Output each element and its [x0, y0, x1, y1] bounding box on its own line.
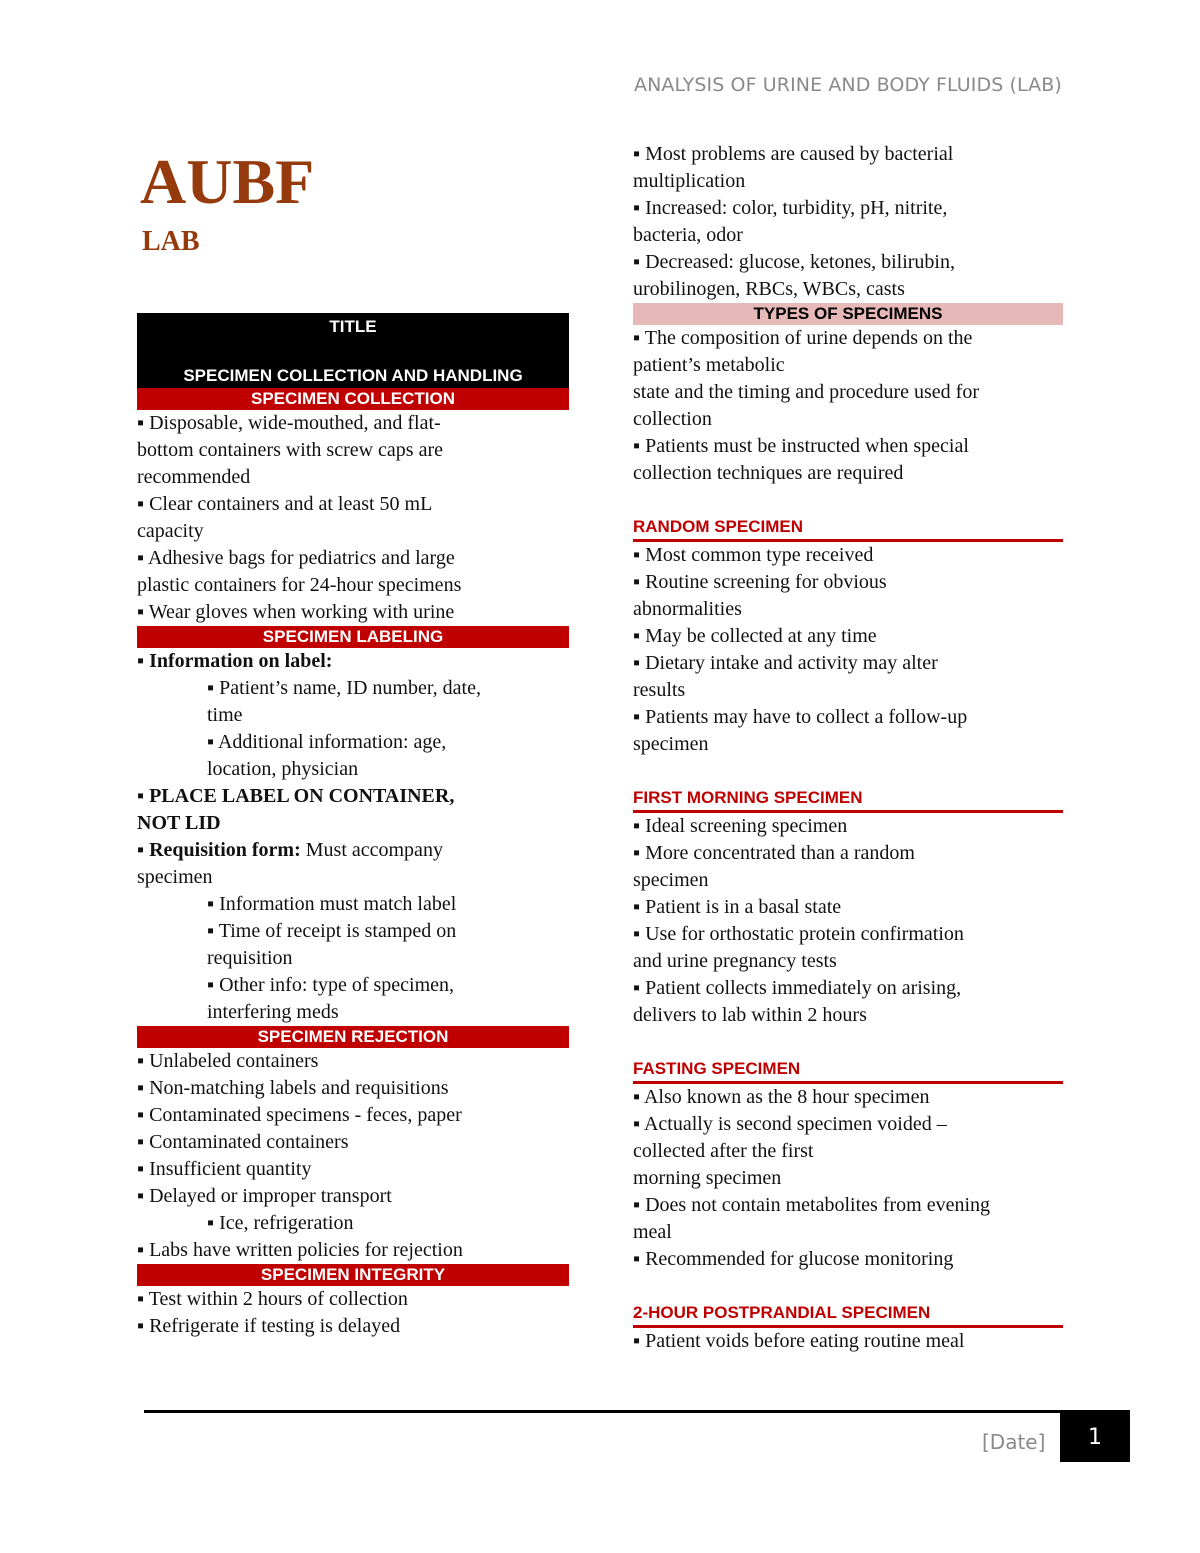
list-item: ▪ Labs have written policies for rejection	[137, 1239, 463, 1261]
specimen-labeling-list	[137, 648, 569, 1026]
place-label-line-2: NOT LID	[137, 812, 221, 834]
list-item	[137, 783, 569, 810]
list-item: ▪ Most common type received	[633, 544, 874, 566]
random-specimen-list	[633, 542, 1063, 758]
document-title: AUBF	[140, 146, 315, 217]
list-item	[137, 810, 569, 837]
list-item: ▪ Most problems are caused by bacterial	[633, 143, 954, 165]
list-item: ▪ Contaminated containers	[137, 1131, 349, 1153]
postprandial-specimen-list	[633, 1328, 1063, 1355]
list-item: multiplication	[633, 170, 746, 192]
specimen-collection-list	[137, 410, 569, 626]
list-item: ▪ Test within 2 hours of collection	[137, 1288, 408, 1310]
footer-rule	[144, 1410, 1130, 1413]
list-item: collection	[633, 408, 712, 430]
specimen-rejection-list	[137, 1048, 569, 1264]
list-item	[137, 837, 569, 864]
list-item: capacity	[137, 520, 204, 542]
list-item: delivers to lab within 2 hours	[633, 1004, 867, 1026]
list-item: ▪ Patient collects immediately on arising,	[633, 977, 962, 999]
list-item: ▪ Actually is second specimen voided –	[633, 1113, 947, 1135]
list-item: morning specimen	[633, 1167, 782, 1189]
list-item: ▪ Adhesive bags for pediatrics and large	[137, 547, 455, 569]
list-item: recommended	[137, 466, 251, 488]
list-item: ▪ Ice, refrigeration	[207, 1212, 354, 1234]
list-item: ▪ Other info: type of specimen,	[207, 974, 455, 996]
list-item: state and the timing and procedure used for	[633, 381, 979, 403]
document-subtitle: LAB	[142, 226, 200, 257]
list-item: requisition	[207, 947, 293, 969]
list-item: ▪ Information must match label	[207, 893, 457, 915]
section-heading-specimen-labeling: SPECIMEN LABELING	[137, 626, 569, 648]
subheading-fasting-specimen: FASTING SPECIMEN	[633, 1057, 1063, 1084]
section-heading-specimen-rejection: SPECIMEN REJECTION	[137, 1026, 569, 1048]
list-item: location, physician	[207, 758, 359, 780]
title-block	[137, 313, 569, 388]
list-item: specimen	[633, 869, 709, 891]
list-item: specimen	[633, 733, 709, 755]
fasting-specimen-list	[633, 1084, 1063, 1273]
list-item: bacteria, odor	[633, 224, 743, 246]
list-item: ▪ Does not contain metabolites from evening	[633, 1194, 991, 1216]
list-item: and urine pregnancy tests	[633, 950, 837, 972]
types-of-specimens-list	[633, 325, 1063, 487]
requisition-bold: ▪ Requisition form:	[137, 839, 301, 861]
list-item: ▪ Decreased: glucose, ketones, bilirubin,	[633, 251, 955, 273]
list-item: ▪ Patient voids before eating routine meal	[633, 1330, 965, 1352]
list-item: ▪ Non-matching labels and requisitions	[137, 1077, 449, 1099]
right-column	[633, 141, 1063, 1355]
list-item: time	[207, 704, 243, 726]
list-item: ▪ Patient’s name, ID number, date,	[207, 677, 481, 699]
list-item: ▪ May be collected at any time	[633, 625, 877, 647]
list-item: ▪ Patients must be instructed when special	[633, 435, 969, 457]
list-item: ▪ Wear gloves when working with urine	[137, 601, 455, 623]
list-item: ▪ Use for orthostatic protein confirmation	[633, 923, 964, 945]
list-item: ▪ The composition of urine depends on the	[633, 327, 973, 349]
list-item: collection techniques are required	[633, 462, 904, 484]
list-item: urobilinogen, RBCs, WBCs, casts	[633, 278, 905, 300]
title-block-text: SPECIMEN COLLECTION AND HANDLING	[183, 366, 523, 385]
section-heading-specimen-integrity: SPECIMEN INTEGRITY	[137, 1264, 569, 1286]
list-item: ▪ Ideal screening specimen	[633, 815, 848, 837]
list-item: ▪ Time of receipt is stamped on	[207, 920, 457, 942]
list-item: meal	[633, 1221, 672, 1243]
list-item: ▪ Patients may have to collect a follow-up	[633, 706, 968, 728]
section-heading-specimen-collection: SPECIMEN COLLECTION	[137, 388, 569, 410]
list-item: ▪ Additional information: age,	[207, 731, 447, 753]
list-item: ▪ Also known as the 8 hour specimen	[633, 1086, 930, 1108]
running-header: ANALYSIS OF URINE AND BODY FLUIDS (LAB)	[634, 74, 1062, 96]
specimen-integrity-list	[137, 1286, 569, 1340]
list-item: ▪ Clear containers and at least 50 mL	[137, 493, 433, 515]
subheading-first-morning-specimen: FIRST MORNING SPECIMEN	[633, 786, 1063, 813]
list-item: ▪ Routine screening for obvious	[633, 571, 887, 593]
left-column	[137, 313, 569, 1340]
list-item: ▪ Recommended for glucose monitoring	[633, 1248, 954, 1270]
intro-list	[633, 141, 1063, 303]
list-item: ▪ Refrigerate if testing is delayed	[137, 1315, 401, 1337]
list-item: abnormalities	[633, 598, 742, 620]
list-item: ▪ Unlabeled containers	[137, 1050, 319, 1072]
first-morning-specimen-list	[633, 813, 1063, 1029]
list-item: ▪ Dietary intake and activity may alter	[633, 652, 938, 674]
subheading-2-hour-postprandial-specimen: 2-HOUR POSTPRANDIAL SPECIMEN	[633, 1301, 1063, 1328]
title-block-label: TITLE	[329, 317, 377, 336]
list-item: interfering meds	[207, 1001, 339, 1023]
list-item: plastic containers for 24-hour specimens	[137, 574, 462, 596]
section-heading-types-of-specimens: TYPES OF SPECIMENS	[633, 303, 1063, 325]
place-label-line-1: ▪ PLACE LABEL ON CONTAINER,	[137, 785, 455, 807]
subheading-random-specimen: RANDOM SPECIMEN	[633, 515, 1063, 542]
list-item: ▪ Disposable, wide-mouthed, and flat-	[137, 412, 441, 434]
list-item: ▪ Insufficient quantity	[137, 1158, 312, 1180]
list-item: ▪ More concentrated than a random	[633, 842, 915, 864]
list-item: ▪ Delayed or improper transport	[137, 1185, 392, 1207]
list-item: collected after the first	[633, 1140, 814, 1162]
list-item: ▪ Increased: color, turbidity, pH, nitrite,	[633, 197, 948, 219]
list-item: bottom containers with screw caps are	[137, 439, 444, 461]
footer-date: [Date]	[982, 1430, 1046, 1454]
list-item: specimen	[137, 866, 213, 888]
list-item	[137, 648, 569, 675]
list-item: ▪ Contaminated specimens - feces, paper	[137, 1104, 462, 1126]
list-item: results	[633, 679, 686, 701]
requisition-rest: Must accompany	[300, 839, 443, 861]
info-label: ▪ Information on label:	[137, 650, 333, 672]
page-number: 1	[1060, 1410, 1130, 1462]
list-item: ▪ Patient is in a basal state	[633, 896, 842, 918]
list-item: patient’s metabolic	[633, 354, 785, 376]
